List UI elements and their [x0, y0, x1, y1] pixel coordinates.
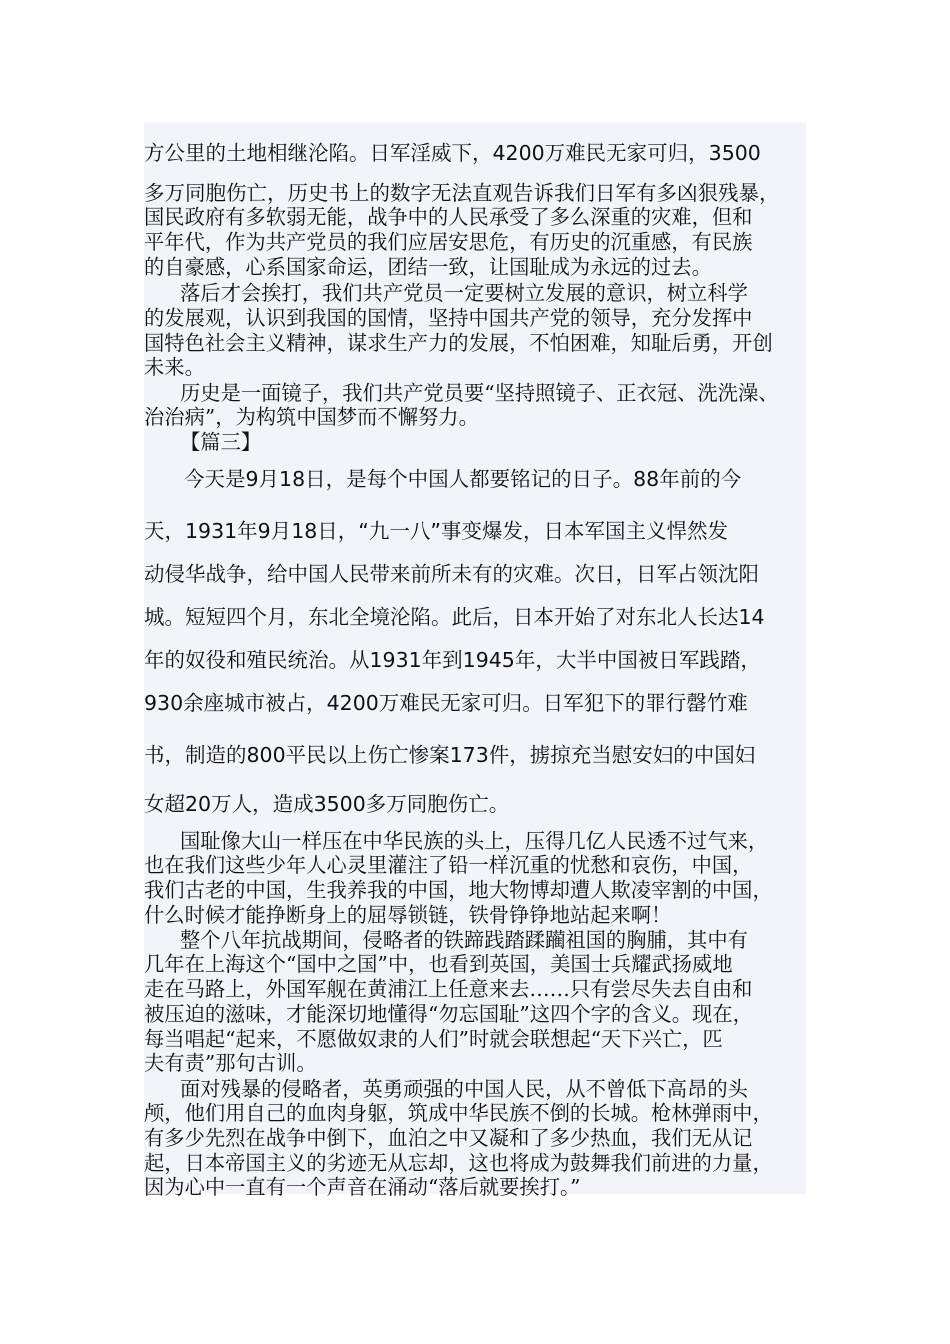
paragraph-line: 治治病”，为构筑中国梦而不懈努力。 — [144, 405, 479, 429]
paragraph-line: 每当唱起“起来，不愿做奴隶的人们”时就会联想起“天下兴亡，匹 — [144, 1027, 723, 1051]
paragraph-line: 今天是9月18日，是每个中国人都要铭记的日子。88年前的今 — [184, 467, 742, 491]
paragraph-line: 的自豪感，心系国家命运，团结一致，让国耻成为永远的过去。 — [144, 255, 712, 279]
paragraph-line: 的发展观，认识到我国的国情，坚持中国共产党的领导，充分发挥中 — [144, 306, 753, 330]
paragraph-line: 也在我们这些少年人心灵里灌注了铅一样沉重的忧愁和哀伤，中国， — [144, 853, 753, 877]
paragraph-line: 书，制造的800平民以上伤亡惨案173件，掳掠充当慰安妇的中国妇 — [144, 743, 756, 767]
paragraph-line: 国特色社会主义精神，谋求生产力的发展，不怕困难，知耻后勇，开创 — [144, 331, 773, 355]
paragraph-line: 什么时候才能挣断身上的屈辱锁链，铁骨铮铮地站起来啊！ — [144, 903, 672, 927]
paragraph-line: 天，1931年9月18日，“九一八”事变爆发，日本军国主义悍然发 — [144, 519, 729, 543]
paragraph-line: 有多少先烈在战争中倒下，血泊之中又凝和了多少热血，我们无从记 — [144, 1126, 753, 1150]
paragraph-line: 多万同胞伤亡，历史书上的数字无法直观告诉我们日军有多凶狠残暴， — [144, 181, 780, 205]
paragraph-line: 几年在上海这个“国中之国”中，也看到英国，美国士兵耀武扬威地 — [144, 952, 733, 976]
paragraph-line: 历史是一面镜子，我们共产党员要“坚持照镜子、正衣冠、洗洗澡、 — [180, 381, 779, 405]
paragraph-line: 夫有责”那句古训。 — [144, 1051, 317, 1075]
paragraph-line: 落后才会挨打，我们共产党员一定要树立发展的意识，树立科学 — [180, 281, 748, 305]
paragraph-line: 国民政府有多软弱无能，战争中的人民承受了多么深重的灾难，但和 — [144, 205, 753, 229]
paragraph-line: 国耻像大山一样压在中华民族的头上，压得几亿人民透不过气来， — [180, 829, 769, 853]
paragraph-line: 年的奴役和殖民统治。从1931年到1945年，大半中国被日军践踏， — [144, 648, 761, 672]
paragraph-line: 930余座城市被占，4200万难民无家可归。日军犯下的罪行罄竹难 — [144, 691, 748, 715]
article-text-block — [144, 122, 806, 1199]
paragraph-line: 走在马路上，外国军舰在黄浦江上任意来去……只有尝尽失去自由和 — [144, 977, 753, 1001]
paragraph-line: 被压迫的滋味，才能深切地懂得“勿忘国耻”这四个字的含义。现在， — [144, 1002, 753, 1026]
paragraph-line: 起，日本帝国主义的劣迹无从忘却，这也将成为鼓舞我们前进的力量， — [144, 1151, 773, 1175]
paragraph-line: 颅，他们用自己的血肉身躯，筑成中华民族不倒的长城。枪林弹雨中， — [144, 1101, 773, 1125]
paragraph-line: 女超20万人，造成3500多万同胞伤亡。 — [144, 792, 510, 816]
paragraph-line: 方公里的土地相继沦陷。日军淫威下，4200万难民无家可归，3500 — [144, 141, 761, 165]
paragraph-line: 未来。 — [144, 355, 205, 379]
paragraph-line: 因为心中一直有一个声音在涌动“落后就要挨打。” — [144, 1175, 581, 1199]
paragraph-line: 平年代，作为共产党员的我们应居安思危，有历史的沉重感，有民族 — [144, 230, 753, 254]
paragraph-line: 整个八年抗战期间，侵略者的铁蹄践踏蹂躏祖国的胸脯，其中有 — [180, 928, 748, 952]
paragraph-line: 面对残暴的侵略者，英勇顽强的中国人民，从不曾低下高昂的头 — [180, 1077, 748, 1101]
paragraph-line: 动侵华战争，给中国人民带来前所未有的灾难。次日，日军占领沈阳 — [144, 562, 759, 586]
paragraph-line: 我们古老的中国，生我养我的中国，地大物博却遭人欺凌宰割的中国， — [144, 878, 773, 902]
paragraph-line: 城。短短四个月，东北全境沦陷。此后，日本开始了对东北人长达14 — [144, 605, 765, 629]
section-heading: 【篇三】 — [180, 430, 262, 454]
